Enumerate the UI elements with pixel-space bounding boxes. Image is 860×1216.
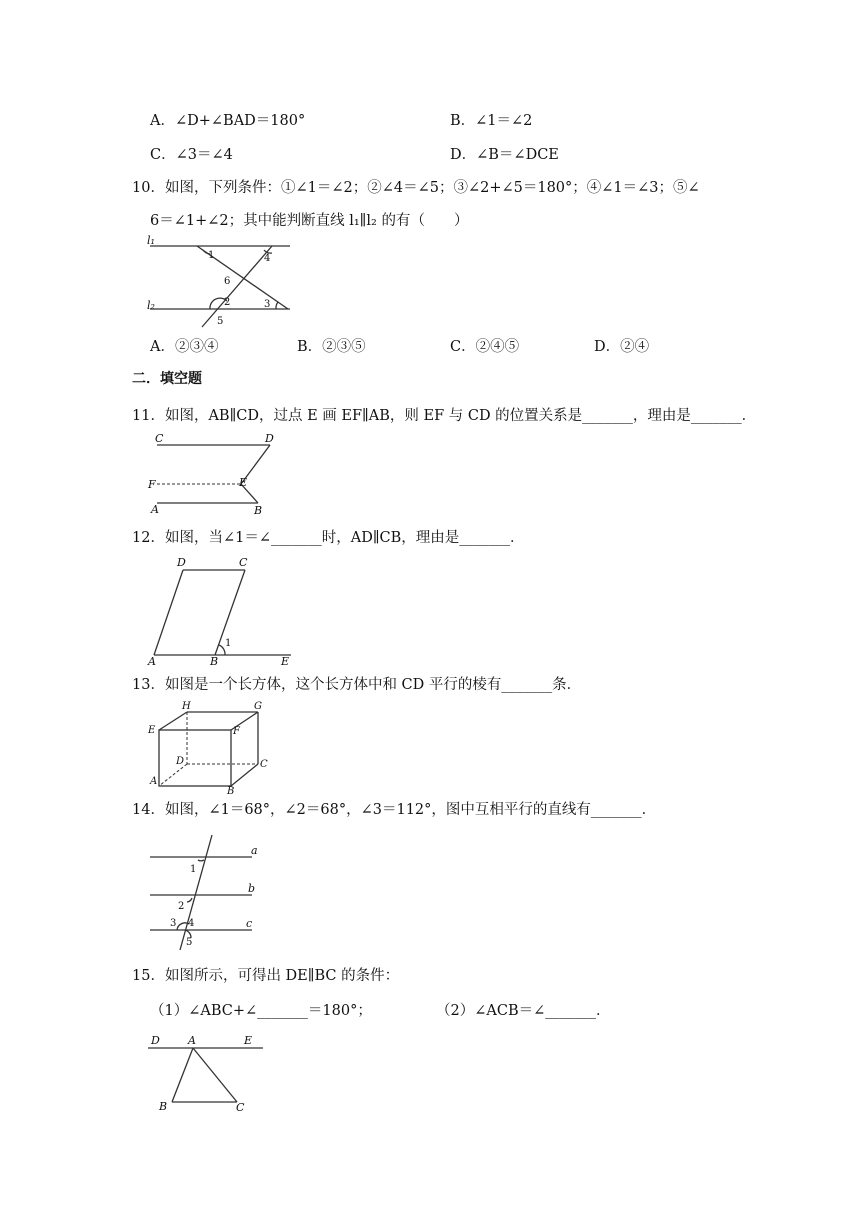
q13-label-g: G [254,701,262,712]
q13-label-c: C [260,759,268,770]
q11-figure [145,430,280,520]
q10-figure [140,235,300,330]
q15-label-e: E [244,1034,253,1047]
q10-angle-2: 2 [224,297,231,308]
q14-angle-4: 4 [188,918,195,929]
q9-option-d: D．∠B＝∠DCE [450,147,559,163]
q15-label-d: D [151,1034,160,1047]
q15-figure [145,1030,275,1115]
q12-label-c: C [239,556,248,569]
q15-label-a: A [188,1034,196,1047]
q10-option-a: A．②③④ [150,339,219,355]
q15-label-b: B [159,1100,168,1113]
q14-label-c: c [246,917,253,930]
q9-option-b: B．∠1＝∠2 [450,113,533,129]
q11-stem: 11．如图，AB∥CD，过点 E 画 EF∥AB，则 EF 与 CD 的位置关系是_______，理由是_______． [132,408,757,424]
q13-label-d: D [176,756,185,767]
q10-angle-5: 5 [217,316,224,327]
q11-label-e: E [239,476,248,489]
q14-angle-1: 1 [190,864,197,875]
q14-label-a: a [251,844,258,857]
q13-label-e: E [148,725,156,736]
q11-label-b: B [254,504,263,517]
q14-label-b: b [248,882,256,895]
q12-label-e: E [281,655,290,668]
q10-stem-line1: 10．如图，下列条件：①∠1＝∠2；②∠4＝∠5；③∠2+∠5＝180°；④∠1＝∠3；⑤∠ [132,180,700,196]
q10-option-c: C．②④⑤ [450,339,520,355]
q13-label-h: H [182,701,191,712]
q10-option-d: D．②④ [594,339,650,355]
q12-stem: 12．如图，当∠1＝∠_______时，AD∥CB，理由是_______． [132,530,525,546]
q10-stem-line2: 6＝∠1+∠2；其中能判断直线 l₁∥l₂ 的有（ ） [150,213,469,229]
q13-figure [145,700,275,795]
q14-stem: 14．如图，∠1＝68°，∠2＝68°，∠3＝112°，图中互相平行的直线有_______． [132,802,657,818]
q13-stem: 13．如图是一个长方体，这个长方体中和 CD 平行的棱有_______条． [132,677,582,693]
q15-condition-1: （1）∠ABC+∠_______＝180°； [150,1003,372,1019]
q10-label-l1: l₁ [147,234,155,247]
q12-label-d: D [177,556,186,569]
q10-label-l2: l₂ [147,299,155,312]
q11-label-a: A [151,503,159,516]
q13-label-a: A [150,776,158,787]
q9-option-a: A．∠D+∠BAD＝180° [150,113,306,129]
q10-option-b: B．②③⑤ [297,339,366,355]
q14-angle-3: 3 [170,918,177,929]
q10-angle-3: 3 [264,299,271,310]
q15-label-c: C [236,1101,245,1114]
q12-label-a: A [148,655,156,668]
q15-stem: 15．如图所示，可得出 DE∥BC 的条件： [132,968,400,984]
q14-angle-2: 2 [178,901,185,912]
q9-option-c: C．∠3＝∠4 [150,147,233,163]
q11-label-c: C [155,432,164,445]
q10-angle-6: 6 [224,276,231,287]
section-heading-fill-blank: 二．填空题 [132,371,202,387]
q14-figure [140,830,270,955]
q13-label-b: B [227,786,235,797]
q11-label-d: D [265,432,274,445]
q11-label-f: F [148,478,156,491]
q13-label-f: F [233,726,240,737]
q10-angle-4: 4 [264,253,271,264]
q12-figure [145,553,295,668]
q14-angle-5: 5 [186,937,193,948]
q12-angle-1: 1 [225,638,232,649]
q12-label-b: B [210,655,219,668]
q15-condition-2: （2）∠ACB＝∠_______． [436,1003,611,1019]
q10-angle-1: 1 [208,250,215,261]
